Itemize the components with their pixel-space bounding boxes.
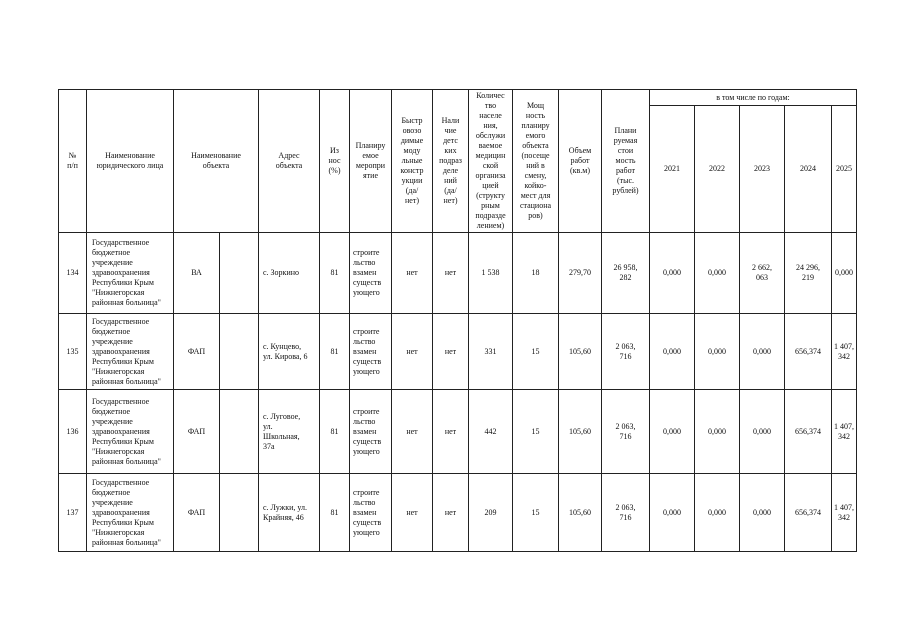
col-header-wear: Из нос (%): [320, 90, 350, 233]
col-header-child-units: Нали чие детс ких подраз деле ний (да/ нет): [433, 90, 469, 233]
year-2025-cell: 1 407, 342: [832, 474, 857, 552]
population-cell: 209: [469, 474, 513, 552]
col-header-object-name: Наименование объекта: [174, 90, 259, 233]
col-header-legal-entity: Наименование юридического лица: [87, 90, 174, 233]
planned-measure-cell: строите льство взамен существ ующего: [350, 390, 392, 474]
col-header-year-2022: 2022: [695, 106, 740, 233]
year-2024-cell: 656,374: [785, 314, 832, 390]
year-2023-cell: 0,000: [740, 390, 785, 474]
row-no: 136: [59, 390, 87, 474]
child-units-cell: нет: [433, 314, 469, 390]
planned-cost-cell: 2 063, 716: [602, 314, 650, 390]
modular-cell: нет: [392, 233, 433, 314]
wear-cell: 81: [320, 474, 350, 552]
volume-cell: 105,60: [559, 474, 602, 552]
col-header-year-2024: 2024: [785, 106, 832, 233]
planned-cost-cell: 2 063, 716: [602, 474, 650, 552]
col-header-population: Количес тво населе ния, обслужи ваемое медицин ской организа цией (структу рным подразде лением): [469, 90, 513, 233]
year-2021-cell: 0,000: [650, 390, 695, 474]
col-header-no: № п/п: [59, 90, 87, 233]
address-cell: с. Луговое, ул. Школьная, 37а: [259, 390, 320, 474]
col-header-modular: Быстр овозо димые моду льные констр укции (да/ нет): [392, 90, 433, 233]
address-cell: с. Кунцево, ул. Кирова, 6: [259, 314, 320, 390]
year-2023-cell: 2 662, 063: [740, 233, 785, 314]
col-header-planned-measures: Планиру емое меропри ятие: [350, 90, 392, 233]
col-header-year-2021: 2021: [650, 106, 695, 233]
capacity-cell: 18: [513, 233, 559, 314]
object-name-cell: ВА: [174, 233, 220, 314]
year-2021-cell: 0,000: [650, 233, 695, 314]
child-units-cell: нет: [433, 233, 469, 314]
year-2024-cell: 656,374: [785, 390, 832, 474]
table-row: [59, 474, 857, 552]
year-2025-cell: 1 407, 342: [832, 390, 857, 474]
year-2021-cell: 0,000: [650, 474, 695, 552]
planned-measure-cell: строите льство взамен существ ующего: [350, 474, 392, 552]
object-empty-cell: [220, 314, 259, 390]
population-cell: 1 538: [469, 233, 513, 314]
year-2024-cell: 24 296, 219: [785, 233, 832, 314]
legal-entity-cell: Государственное бюджетное учреждение здравоохранения Республики Крым "Нижнегорская районная больница": [87, 233, 174, 314]
capacity-cell: 15: [513, 474, 559, 552]
year-2024-cell: 656,374: [785, 474, 832, 552]
modular-cell: нет: [392, 314, 433, 390]
row-no: 137: [59, 474, 87, 552]
col-header-by-years: в том числе по годам:: [650, 90, 857, 106]
planned-measure-cell: строите льство взамен существ ующего: [350, 233, 392, 314]
legal-entity-cell: Государственное бюджетное учреждение здравоохранения Республики Крым "Нижнегорская районная больница": [87, 390, 174, 474]
legal-entity-cell: Государственное бюджетное учреждение здравоохранения Республики Крым "Нижнегорская районная больница": [87, 474, 174, 552]
year-2023-cell: 0,000: [740, 314, 785, 390]
child-units-cell: нет: [433, 390, 469, 474]
population-cell: 331: [469, 314, 513, 390]
year-2021-cell: 0,000: [650, 314, 695, 390]
year-2022-cell: 0,000: [695, 474, 740, 552]
volume-cell: 105,60: [559, 390, 602, 474]
modular-cell: нет: [392, 390, 433, 474]
capacity-cell: 15: [513, 314, 559, 390]
year-2022-cell: 0,000: [695, 390, 740, 474]
volume-cell: 105,60: [559, 314, 602, 390]
col-header-address: Адрес объекта: [259, 90, 320, 233]
wear-cell: 81: [320, 390, 350, 474]
object-empty-cell: [220, 474, 259, 552]
planned-cost-cell: 26 958, 282: [602, 233, 650, 314]
child-units-cell: нет: [433, 474, 469, 552]
col-header-capacity: Мощ ность планиру емого объекта (посеще ний в смену, койко- мест для стациона ров): [513, 90, 559, 233]
table-row: [59, 390, 857, 474]
col-header-year-2023: 2023: [740, 106, 785, 233]
table-row: [59, 233, 857, 314]
table-row: [59, 314, 857, 390]
col-header-volume: Объем работ (кв.м): [559, 90, 602, 233]
header-row-1: [59, 90, 857, 106]
legal-entity-cell: Государственное бюджетное учреждение здравоохранения Республики Крым "Нижнегорская районная больница": [87, 314, 174, 390]
object-name-cell: ФАП: [174, 474, 220, 552]
address-cell: с. Лужки, ул. Крайняя, 46: [259, 474, 320, 552]
year-2022-cell: 0,000: [695, 314, 740, 390]
planned-measure-cell: строите льство взамен существ ующего: [350, 314, 392, 390]
planned-cost-cell: 2 063, 716: [602, 390, 650, 474]
col-header-year-2025: 2025: [832, 106, 857, 233]
row-no: 135: [59, 314, 87, 390]
col-header-planned-cost: Плани руемая стои мость работ (тыс. рублей): [602, 90, 650, 233]
year-2022-cell: 0,000: [695, 233, 740, 314]
modular-cell: нет: [392, 474, 433, 552]
wear-cell: 81: [320, 314, 350, 390]
object-name-cell: ФАП: [174, 314, 220, 390]
object-name-cell: ФАП: [174, 390, 220, 474]
year-2025-cell: 0,000: [832, 233, 857, 314]
year-2023-cell: 0,000: [740, 474, 785, 552]
row-no: 134: [59, 233, 87, 314]
construction-plan-table: [58, 89, 857, 552]
volume-cell: 279,70: [559, 233, 602, 314]
wear-cell: 81: [320, 233, 350, 314]
address-cell: с. Зоркино: [259, 233, 320, 314]
object-empty-cell: [220, 233, 259, 314]
year-2025-cell: 1 407, 342: [832, 314, 857, 390]
object-empty-cell: [220, 390, 259, 474]
capacity-cell: 15: [513, 390, 559, 474]
population-cell: 442: [469, 390, 513, 474]
